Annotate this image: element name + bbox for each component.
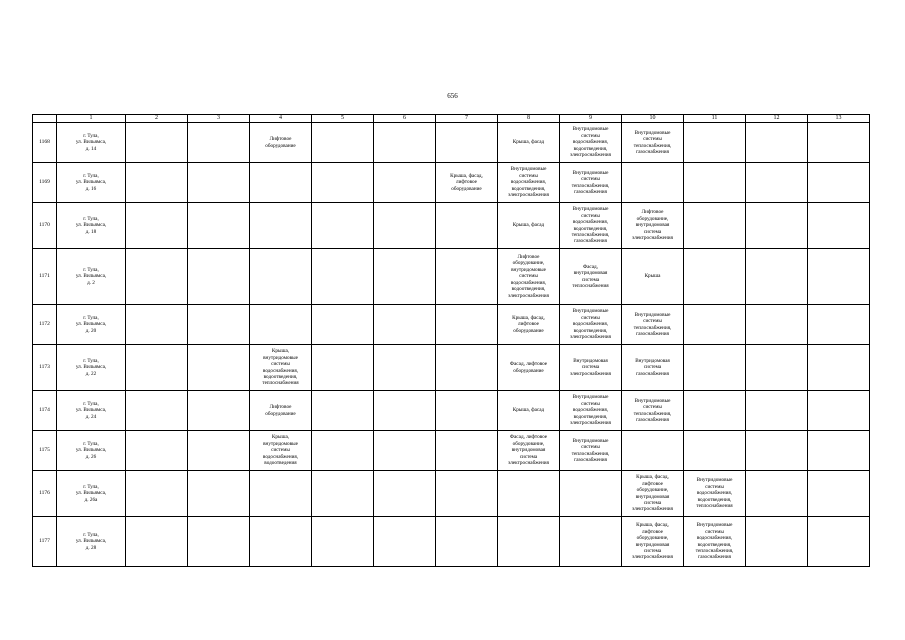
work-text: Крыша, внутридомовые системы водоснабжения, водоотведения (262, 434, 299, 467)
work-text: Внутридомовые системы водоснабжения, водоотведения, электроснабжения (508, 166, 549, 199)
address-text: г. Тула, ул. Вильямса, д. 14 (75, 132, 107, 152)
work-cell (622, 471, 684, 517)
header-cell: 13 (808, 115, 870, 123)
work-cell (808, 391, 870, 431)
work-text: Крыша, фасад, лифтовое оборудование, внутридомовая система электроснабжения (632, 522, 673, 561)
work-cell (374, 305, 436, 345)
header-cell: 9 (560, 115, 622, 123)
work-cell (808, 431, 870, 471)
work-text: Внутридомовая система электроснабжения (570, 357, 611, 377)
work-cell (622, 391, 684, 431)
work-cell (126, 163, 188, 203)
work-text: Крыша, фасад, лифтовое оборудование (450, 172, 483, 192)
work-cell (684, 203, 746, 249)
work-text: Внутридомовые системы теплоснабжения, газоснабжения (571, 437, 610, 463)
work-cell (684, 517, 746, 567)
work-text: Внутридомовые системы водоснабжения, водоотведения, теплоснабжения (696, 477, 733, 510)
work-cell (684, 163, 746, 203)
work-cell (498, 345, 560, 391)
work-cell (560, 345, 622, 391)
work-cell (188, 391, 250, 431)
work-text: Внутридомовые системы теплоснабжения, газоснабжения (633, 311, 672, 337)
address-cell (57, 345, 126, 391)
address-text: г. Тула, ул. Вильямса, д. 20 (75, 314, 107, 334)
work-cell (560, 391, 622, 431)
work-cell (498, 391, 560, 431)
table-row (33, 391, 870, 431)
work-text: Внутридомовая система газоснабжения (635, 357, 670, 377)
work-cell (498, 431, 560, 471)
work-cell (560, 305, 622, 345)
work-cell (312, 305, 374, 345)
table-row (33, 203, 870, 249)
work-cell (126, 203, 188, 249)
row-number: 1177 (33, 517, 57, 567)
work-cell (622, 305, 684, 345)
work-cell (436, 471, 498, 517)
work-cell (498, 471, 560, 517)
work-cell (622, 345, 684, 391)
work-cell (436, 431, 498, 471)
work-cell (188, 471, 250, 517)
address-cell (57, 471, 126, 517)
work-cell (374, 431, 436, 471)
work-cell (746, 203, 808, 249)
row-number: 1168 (33, 123, 57, 163)
work-cell (808, 305, 870, 345)
work-cell (498, 517, 560, 567)
address-cell (57, 249, 126, 305)
work-cell (746, 305, 808, 345)
row-number: 1174 (33, 391, 57, 431)
work-cell (746, 431, 808, 471)
row-number: 1172 (33, 305, 57, 345)
work-cell (622, 163, 684, 203)
address-cell (57, 517, 126, 567)
work-cell (746, 517, 808, 567)
header-cell-blank (33, 115, 57, 123)
work-cell (188, 249, 250, 305)
work-cell (436, 517, 498, 567)
work-cell (808, 163, 870, 203)
work-cell (250, 249, 312, 305)
address-cell (57, 163, 126, 203)
work-text: Внутридомовые системы водоснабжения, водоотведения, электроснабжения (570, 308, 611, 341)
work-cell (498, 305, 560, 345)
work-text: Крыша, фасад, лифтовое оборудование (512, 314, 545, 334)
work-text: Крыша, фасад (512, 407, 545, 414)
work-cell (560, 431, 622, 471)
work-cell (374, 471, 436, 517)
work-cell (622, 203, 684, 249)
work-cell (436, 123, 498, 163)
work-text: Лифтовое оборудование (265, 136, 296, 149)
work-cell (808, 517, 870, 567)
work-cell (126, 391, 188, 431)
work-cell (498, 163, 560, 203)
work-text: Внутридомовые системы теплоснабжения, газоснабжения (633, 129, 672, 155)
row-number: 1176 (33, 471, 57, 517)
header-cell: 10 (622, 115, 684, 123)
address-cell (57, 123, 126, 163)
work-cell (126, 471, 188, 517)
work-cell (250, 391, 312, 431)
work-cell (498, 203, 560, 249)
work-cell (498, 123, 560, 163)
work-cell (622, 123, 684, 163)
work-cell (684, 431, 746, 471)
work-cell (622, 249, 684, 305)
work-cell (374, 391, 436, 431)
address-cell (57, 431, 126, 471)
work-cell (560, 471, 622, 517)
work-cell (126, 123, 188, 163)
work-cell (312, 163, 374, 203)
work-text: Внутридомовые системы водоснабжения, водоотведения, теплоснабжения, газоснабжения (571, 206, 610, 245)
work-cell (188, 305, 250, 345)
work-cell (808, 345, 870, 391)
work-cell (560, 203, 622, 249)
header-cell: 7 (436, 115, 498, 123)
work-text: Крыша, фасад (512, 139, 545, 146)
work-cell (374, 163, 436, 203)
work-cell (436, 391, 498, 431)
work-cell (312, 517, 374, 567)
work-text: Крыша, внутридомовые системы водоснабжения, водоотведения, теплоснабжения (262, 348, 299, 387)
header-cell: 6 (374, 115, 436, 123)
work-cell (560, 249, 622, 305)
work-cell (808, 471, 870, 517)
work-cell (746, 249, 808, 305)
work-cell (684, 249, 746, 305)
header-cell: 3 (188, 115, 250, 123)
header-cell: 8 (498, 115, 560, 123)
work-cell (560, 123, 622, 163)
header-cell: 12 (746, 115, 808, 123)
repair-schedule-table (32, 114, 870, 567)
work-cell (312, 203, 374, 249)
work-cell (808, 249, 870, 305)
table-row (33, 249, 870, 305)
work-cell (312, 431, 374, 471)
work-cell (808, 123, 870, 163)
work-cell (684, 305, 746, 345)
work-text: Внутридомовые системы теплоснабжения, газоснабжения (633, 397, 672, 423)
work-cell (312, 249, 374, 305)
work-cell (436, 305, 498, 345)
address-cell (57, 391, 126, 431)
work-cell (560, 163, 622, 203)
work-cell (250, 305, 312, 345)
page-number: 656 (447, 92, 458, 100)
header-cell: 2 (126, 115, 188, 123)
work-cell (684, 345, 746, 391)
work-text: Лифтовое оборудование, внутридомовые системы водоснабжения, водоотведения, электроснабжения (508, 254, 549, 299)
work-cell (250, 431, 312, 471)
work-cell (250, 163, 312, 203)
work-text: Фасад, внутридомовая система теплоснабжения (572, 263, 609, 289)
work-cell (560, 517, 622, 567)
work-text: Крыша, фасад, лифтовое оборудование, внутридомовая система электроснабжения (632, 474, 673, 513)
work-cell (622, 431, 684, 471)
header-cell: 4 (250, 115, 312, 123)
work-cell (312, 345, 374, 391)
work-cell (746, 345, 808, 391)
row-number: 1173 (33, 345, 57, 391)
work-cell (312, 123, 374, 163)
work-cell (498, 249, 560, 305)
work-text: Лифтовое оборудование, внутридомовая система электроснабжения (632, 209, 673, 242)
table-row (33, 345, 870, 391)
work-cell (188, 517, 250, 567)
work-text: Фасад, лифтовое оборудование, внутридомовая система электроснабжения (508, 434, 549, 467)
address-cell (57, 305, 126, 345)
work-cell (312, 391, 374, 431)
work-cell (374, 517, 436, 567)
work-text: Внутридомовые системы водоснабжения, водоотведения, электроснабжения (570, 126, 611, 159)
work-cell (374, 123, 436, 163)
address-text: г. Тула, ул. Вильямса, д. 28 (75, 531, 107, 551)
table-row (33, 305, 870, 345)
address-text: г. Тула, ул. Вильямса, д. 26 (75, 440, 107, 460)
header-cell: 11 (684, 115, 746, 123)
work-cell (126, 431, 188, 471)
work-text: Крыша, фасад (512, 222, 545, 229)
header-cell: 1 (57, 115, 126, 123)
work-cell (374, 345, 436, 391)
table-row (33, 517, 870, 567)
work-cell (436, 203, 498, 249)
row-number: 1171 (33, 249, 57, 305)
work-cell (188, 345, 250, 391)
row-number: 1170 (33, 203, 57, 249)
work-cell (250, 345, 312, 391)
work-cell (684, 391, 746, 431)
work-cell (312, 471, 374, 517)
work-cell (622, 517, 684, 567)
work-text: Внутридомовые системы водоснабжения, водоотведения, электроснабжения (570, 394, 611, 427)
work-cell (188, 123, 250, 163)
work-cell (126, 249, 188, 305)
table-row (33, 431, 870, 471)
work-cell (684, 471, 746, 517)
work-text: Внутридомовые системы водоснабжения, водоотведения, теплоснабжения, газоснабжения (695, 522, 734, 561)
address-text: г. Тула, ул. Вильямса, д. 2 (75, 266, 107, 286)
address-cell (57, 203, 126, 249)
work-cell (374, 249, 436, 305)
work-cell (436, 249, 498, 305)
work-cell (188, 203, 250, 249)
address-text: г. Тула, ул. Вильямса, д. 18 (75, 215, 107, 235)
table-row (33, 123, 870, 163)
work-cell (746, 123, 808, 163)
work-cell (746, 471, 808, 517)
work-cell (746, 163, 808, 203)
address-text: г. Тула, ул. Вильямса, д. 22 (75, 357, 107, 377)
header-row (33, 115, 870, 123)
work-cell (436, 163, 498, 203)
work-cell (126, 305, 188, 345)
work-cell (746, 391, 808, 431)
work-cell (250, 471, 312, 517)
work-cell (188, 431, 250, 471)
work-cell (126, 345, 188, 391)
work-cell (250, 517, 312, 567)
work-text: Крыша (644, 273, 661, 280)
work-cell (250, 203, 312, 249)
header-cell: 5 (312, 115, 374, 123)
work-cell (684, 123, 746, 163)
work-text: Лифтовое оборудование (265, 404, 296, 417)
address-text: г. Тула, ул. Вильямса, д. 16 (75, 172, 107, 192)
table-row (33, 163, 870, 203)
work-cell (188, 163, 250, 203)
work-cell (436, 345, 498, 391)
work-cell (374, 203, 436, 249)
work-cell (808, 203, 870, 249)
work-cell (250, 123, 312, 163)
address-text: г. Тула, ул. Вильямса, д. 26а (75, 483, 107, 503)
work-cell (126, 517, 188, 567)
work-text: Внутридомовые системы теплоснабжения, газоснабжения (571, 169, 610, 195)
row-number: 1175 (33, 431, 57, 471)
work-text: Фасад, лифтовое оборудование (509, 361, 548, 374)
address-text: г. Тула, ул. Вильямса, д. 24 (75, 400, 107, 420)
row-number: 1169 (33, 163, 57, 203)
table-row (33, 471, 870, 517)
